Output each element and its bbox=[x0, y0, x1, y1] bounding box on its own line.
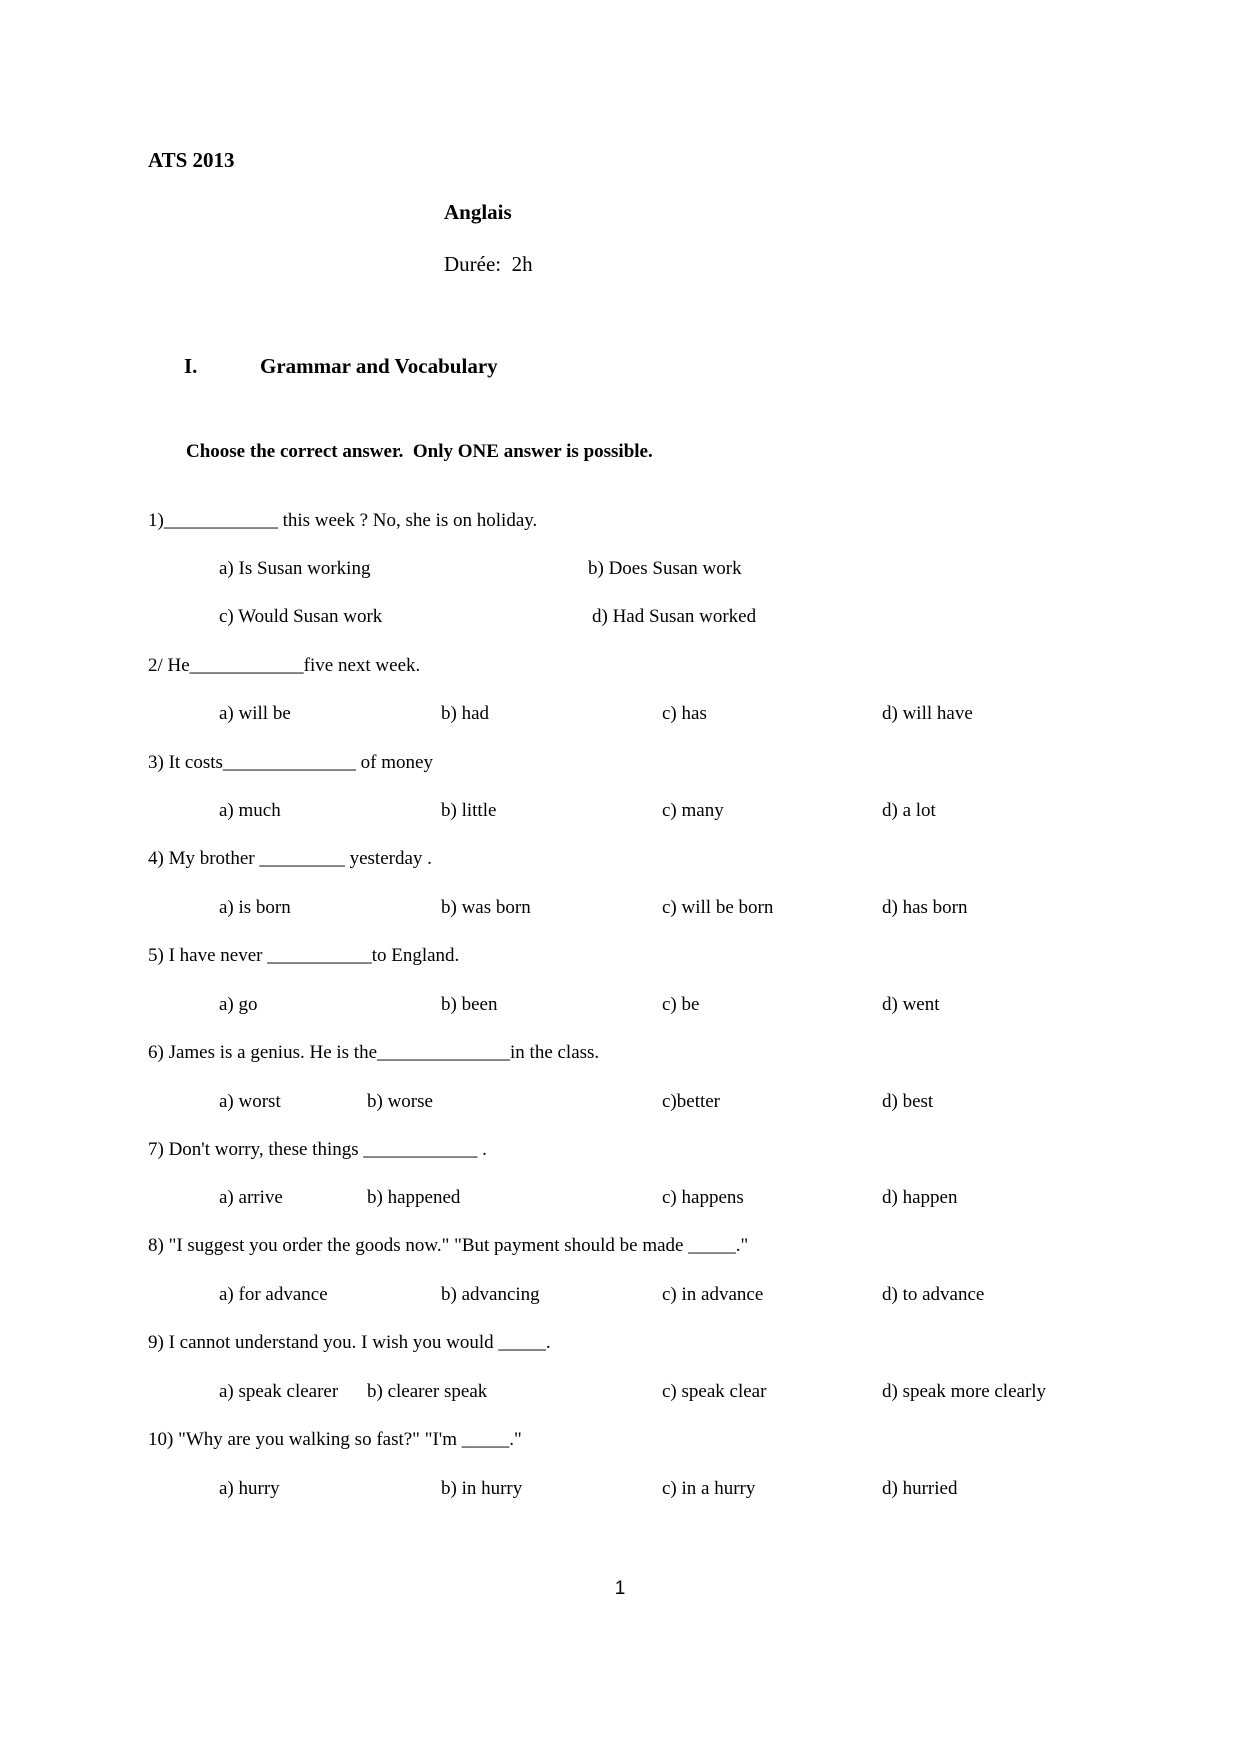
option-6b: b) worse bbox=[367, 1091, 433, 1112]
option-4a: a) is born bbox=[219, 897, 291, 918]
option-3b: b) little bbox=[441, 800, 497, 821]
option-10a: a) hurry bbox=[219, 1478, 280, 1499]
option-9d: d) speak more clearly bbox=[882, 1381, 1047, 1402]
option-4b: b) was born bbox=[441, 897, 531, 918]
option-6c: c)better bbox=[662, 1091, 721, 1112]
option-2a: a) will be bbox=[219, 703, 291, 724]
option-1c: c) Would Susan work bbox=[219, 606, 383, 627]
option-5c: c) be bbox=[662, 994, 700, 1015]
section-number: I. bbox=[184, 354, 198, 378]
question-2: 2/ He____________five next week. bbox=[148, 655, 421, 676]
option-9b: b) clearer speak bbox=[367, 1381, 488, 1402]
option-3d: d) a lot bbox=[882, 800, 936, 821]
option-3c: c) many bbox=[662, 800, 724, 821]
option-2b: b) had bbox=[441, 703, 490, 724]
option-6d: d) best bbox=[882, 1091, 934, 1112]
option-5a: a) go bbox=[219, 994, 258, 1015]
option-5b: b) been bbox=[441, 994, 498, 1015]
option-7d: d) happen bbox=[882, 1187, 958, 1208]
option-4c: c) will be born bbox=[662, 897, 774, 918]
question-1: 1)____________ this week ? No, she is on holiday. bbox=[148, 510, 538, 531]
section-title: Grammar and Vocabulary bbox=[260, 354, 498, 378]
option-8b: b) advancing bbox=[441, 1284, 540, 1305]
option-1b: b) Does Susan work bbox=[588, 558, 742, 579]
option-2c: c) has bbox=[662, 703, 707, 724]
option-1a: a) Is Susan working bbox=[219, 558, 371, 579]
question-8: 8) "I suggest you order the goods now." "But payment should be made _____." bbox=[148, 1235, 749, 1256]
option-9c: c) speak clear bbox=[662, 1381, 767, 1402]
option-1d: d) Had Susan worked bbox=[592, 606, 757, 627]
question-10: 10) "Why are you walking so fast?" "I'm _____." bbox=[148, 1429, 522, 1450]
exam-title: ATS 2013 bbox=[148, 148, 235, 172]
exam-duration: Durée: 2h bbox=[444, 252, 533, 276]
question-9: 9) I cannot understand you. I wish you would _____. bbox=[148, 1332, 551, 1353]
option-8d: d) to advance bbox=[882, 1284, 985, 1305]
instructions: Choose the correct answer. Only ONE answer is possible. bbox=[186, 441, 653, 462]
subject-title: Anglais bbox=[444, 200, 512, 224]
option-8a: a) for advance bbox=[219, 1284, 328, 1305]
option-10c: c) in a hurry bbox=[662, 1478, 756, 1499]
page-number: 1 bbox=[614, 1578, 626, 1599]
question-7: 7) Don't worry, these things ____________ . bbox=[148, 1139, 487, 1160]
option-10d: d) hurried bbox=[882, 1478, 958, 1499]
option-7c: c) happens bbox=[662, 1187, 744, 1208]
option-7a: a) arrive bbox=[219, 1187, 283, 1208]
option-10b: b) in hurry bbox=[441, 1478, 523, 1499]
option-8c: c) in advance bbox=[662, 1284, 764, 1305]
question-3: 3) It costs______________ of money bbox=[148, 752, 433, 773]
option-3a: a) much bbox=[219, 800, 281, 821]
option-6a: a) worst bbox=[219, 1091, 281, 1112]
question-5: 5) I have never ___________to England. bbox=[148, 945, 460, 966]
option-5d: d) went bbox=[882, 994, 940, 1015]
option-2d: d) will have bbox=[882, 703, 973, 724]
option-9a: a) speak clearer bbox=[219, 1381, 339, 1402]
option-4d: d) has born bbox=[882, 897, 968, 918]
question-6: 6) James is a genius. He is the______________in the class. bbox=[148, 1042, 600, 1063]
option-7b: b) happened bbox=[367, 1187, 461, 1208]
question-4: 4) My brother _________ yesterday . bbox=[148, 848, 432, 869]
